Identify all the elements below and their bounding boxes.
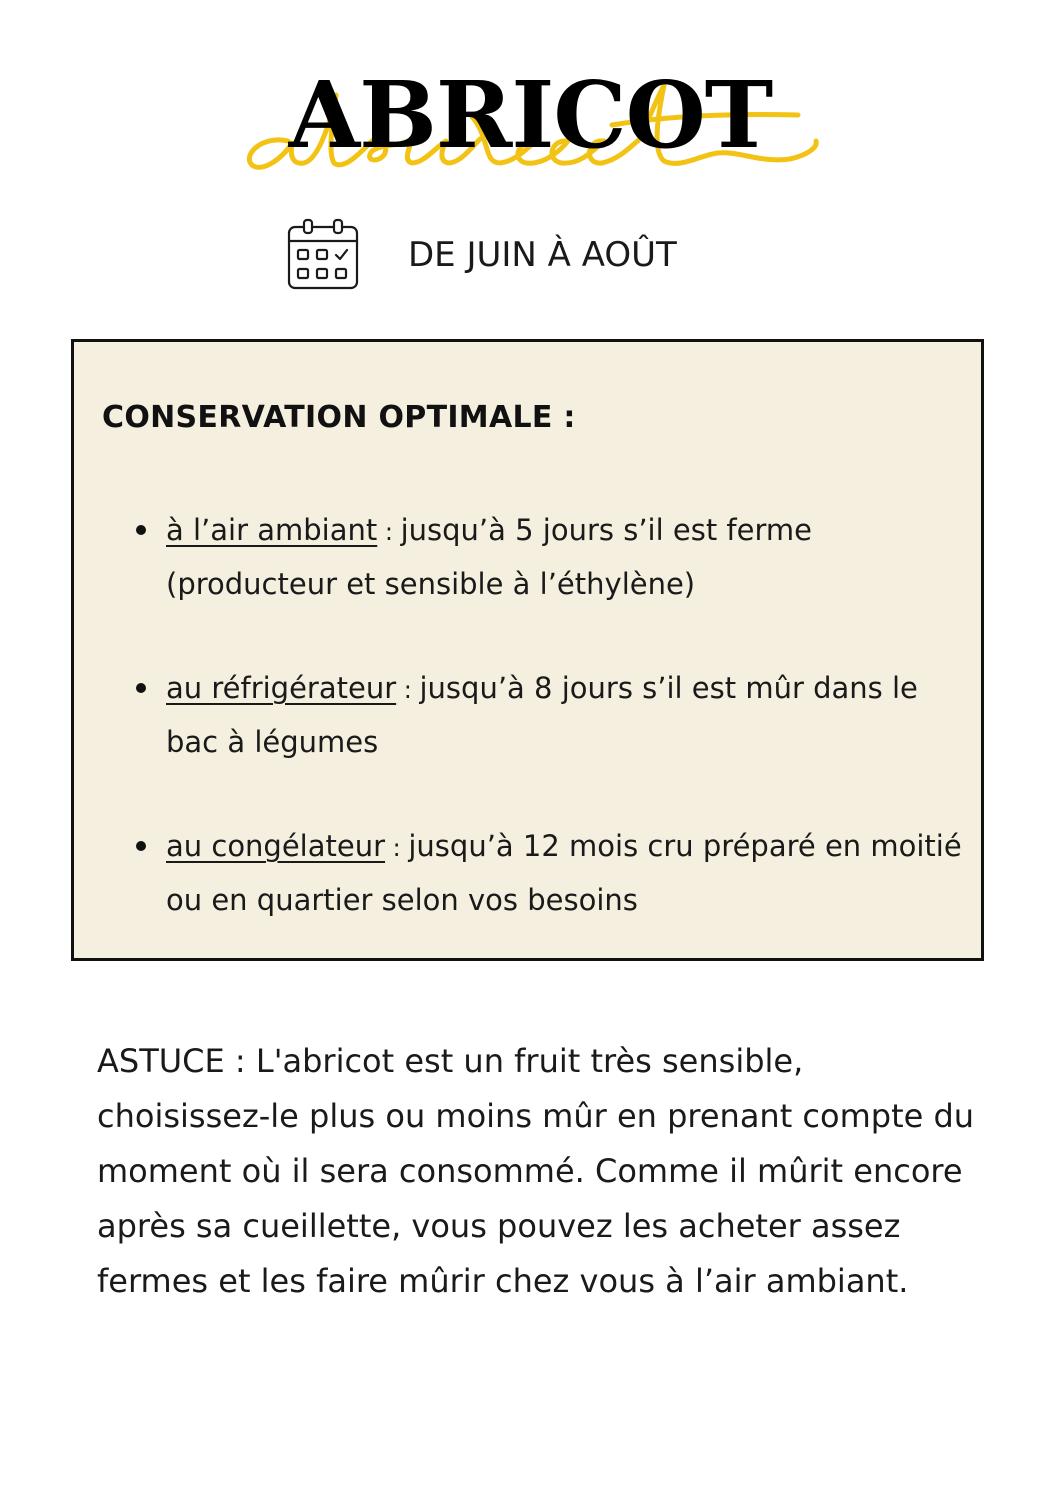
season-row (0, 218, 1061, 294)
list-item (166, 504, 966, 610)
tip-label: au réfrigérateur (166, 671, 397, 705)
list-item (166, 662, 966, 768)
tip-separator: : (385, 834, 409, 862)
astuce-paragraph: ASTUCE : L'abricot est un fruit très sensible, choisissez-le plus ou moins mûr en prenant compte du moment où il sera consommé. Comme il mûrit encore après sa cueillette, vous pouvez les acheter assez fermes et les faire mûrir chez vous à l’air ambiant. (97, 1042, 975, 1300)
tip-separator: : (377, 518, 401, 546)
tip-label: au congélateur (166, 829, 386, 863)
title-area (0, 55, 1061, 195)
list-item (166, 820, 966, 926)
conservation-box (71, 339, 984, 961)
conservation-heading: CONSERVATION OPTIMALE : (102, 400, 576, 435)
conservation-list (74, 504, 987, 978)
season-text: DE JUIN À AOÛT (408, 235, 677, 275)
page-title: ABRICOT (288, 61, 773, 169)
tip-separator: : (396, 676, 420, 704)
calendar-icon (286, 218, 360, 292)
tip-text: jusqu’à 5 jours s’il est ferme (producteur et sensible à l’éthylène) (166, 513, 812, 601)
tip-text: jusqu’à 8 jours s’il est mûr dans le bac à légumes (166, 671, 918, 759)
tip-text: jusqu’à 12 mois cru préparé en moitié ou en quartier selon vos besoins (166, 829, 962, 917)
tip-label: à l’air ambiant (166, 513, 378, 547)
